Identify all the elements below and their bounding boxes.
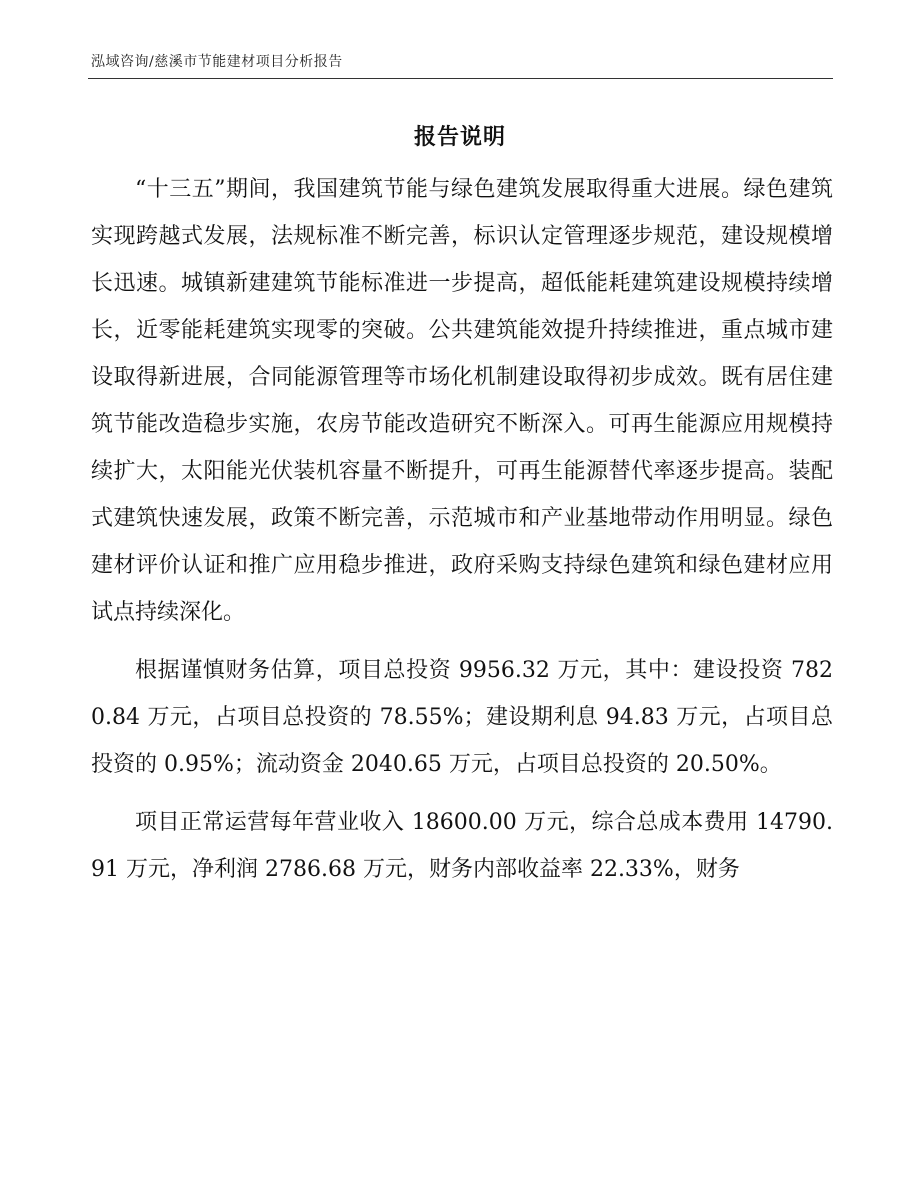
paragraph-background: “十三五”期间，我国建筑节能与绿色建筑发展取得重大进展。绿色建筑实现跨越式发展，法规标准不断完善，标识认定管理逐步规范，建设规模增长迅速。城镇新建建筑节能标准进一步提高，超低能耗建筑建设规模持续增长，近零能耗建筑实现零的突破。公共建筑能效提升持续推进，重点城市建设取得新进展，合同能源管理等市场化机制建设取得初步成效。既有居住建筑节能改造稳步实施，农房节能改造研究不断深入。可再生能源应用规模持续扩大，太阳能光伏装机容量不断提升，可再生能源替代率逐步提高。装配式建筑快速发展，政策不断完善，示范城市和产业基地带动作用明显。绿色建材评价认证和推广应用稳步推进，政府采购支持绿色建筑和绿色建材应用试点持续深化。: [91, 177, 833, 625]
paragraph-revenue: 项目正常运营每年营业收入 18600.00 万元，综合总成本费用 14790.91 万元，净利润 2786.68 万元，财务内部收益率 22.33%，财务: [91, 810, 833, 882]
body-text: [91, 166, 833, 893]
running-header: 泓域咨询/慈溪市节能建材项目分析报告: [91, 54, 343, 70]
header-divider: [88, 78, 833, 79]
section-title: 报告说明: [413, 124, 506, 150]
paragraph-investment: 根据谨慎财务估算，项目总投资 9956.32 万元，其中：建设投资 7820.84 万元，占项目总投资的 78.55%；建设期利息 94.83 万元，占项目总投资的 0.95%；流动资金 2040.65 万元，占项目总投资的 20.50%。: [91, 658, 833, 777]
